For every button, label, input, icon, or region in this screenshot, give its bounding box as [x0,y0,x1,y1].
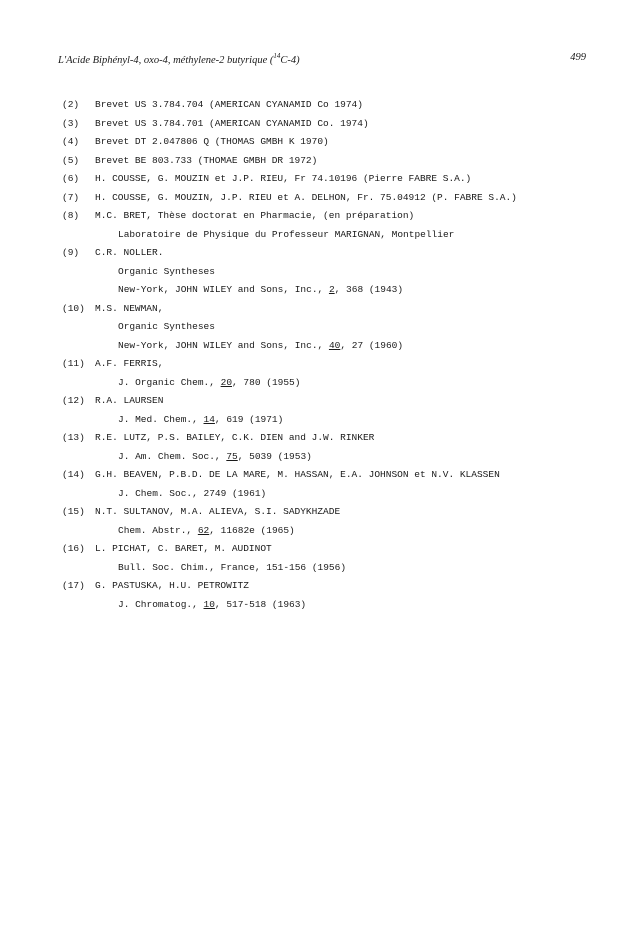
reference-text [118,596,306,615]
reference-text [95,300,163,319]
reference-segment: N.T. SULTANOV, M.A. ALIEVA, S.I. SADYKHZADE [95,506,341,517]
reference-line [62,300,602,319]
reference-text [95,96,363,115]
reference-segment: Brevet DT 2.047806 Q (THOMAS GMBH K 1970) [95,136,329,147]
volume-number: 10 [203,598,215,610]
isotope-superscript: 14 [273,52,281,60]
reference-number: (3) [62,117,80,129]
reference-text [118,448,312,467]
reference-number: (7) [62,191,80,203]
reference-segment: A.F. FERRIS, [95,358,164,369]
reference-segment: J. Chromatog., [118,598,204,610]
reference-segment: Brevet US 3.784.701 (AMERICAN CYANAMID Co. 1974) [95,117,369,129]
reference-segment: , 619 (1971) [214,413,284,425]
reference-number: (9) [62,247,80,258]
reference-segment: J. Med. Chem., [118,413,204,425]
reference-line [62,577,602,596]
reference-line [62,318,602,337]
reference-text [118,485,266,504]
reference-segment: H. COUSSE, G. MOUZIN, J.P. RIEU et A. DELHON, Fr. 75.04912 (P. FABRE S.A.) [95,191,517,203]
reference-text [95,152,317,171]
running-header [58,48,586,68]
reference-line [62,374,602,393]
reference-number: (5) [62,154,80,166]
reference-text [95,355,163,374]
reference-text [95,429,374,448]
reference-line [62,596,602,615]
running-title-text: L'Acide Biphényl-4, oxo-4, méthylene-2 butyrique ( [58,55,274,66]
reference-number: (16) [62,543,85,554]
reference-number: (6) [62,173,80,184]
reference-line [62,448,602,467]
reference-number: (12) [62,395,85,406]
reference-text [95,170,471,189]
volume-number: 62 [197,524,210,536]
reference-text [118,559,346,578]
reference-line [62,115,602,134]
reference-text [95,115,369,134]
reference-segment: , 27 (1960) [340,339,404,351]
reference-line [62,281,602,300]
reference-segment: R.A. LAURSEN [95,395,164,406]
reference-list [62,96,602,614]
reference-number: (2) [62,99,80,110]
reference-segment: New-York, JOHN WILEY and Sons, Inc., [118,339,329,351]
reference-segment: Bull. Soc. Chim., France, 151-156 (1956) [118,561,347,573]
reference-text [95,577,249,596]
reference-number: (11) [62,358,85,369]
reference-line [62,540,602,559]
reference-line [62,429,602,448]
reference-text [118,411,283,430]
reference-segment: , 780 (1955) [232,376,301,388]
reference-line [62,152,602,171]
page-number: 499 [570,52,586,63]
volume-number: 14 [203,413,215,425]
reference-line [62,133,602,152]
reference-segment: Organic Syntheses [118,265,215,277]
reference-segment: , 5039 (1953) [237,450,312,462]
reference-segment: Organic Syntheses [118,321,215,332]
reference-text [118,337,403,356]
reference-text [118,263,215,282]
reference-line [62,170,602,189]
reference-segment: R.E. LUTZ, P.S. BAILEY, C.K. DIEN and J.W. RINKER [95,432,375,443]
reference-line [62,337,602,356]
reference-segment: Laboratoire de Physique du Professeur MARIGNAN, Montpellier [118,228,455,240]
reference-line [62,503,602,522]
reference-text [118,226,454,245]
reference-segment: J. Chem. Soc., 2749 (1961) [118,487,267,499]
reference-segment: New-York, JOHN WILEY and Sons, Inc., [118,284,329,295]
reference-line [62,559,602,578]
reference-text [95,133,329,152]
reference-number: (17) [62,580,85,591]
reference-segment: M.S. NEWMAN, [95,302,164,314]
reference-line [62,189,602,208]
reference-number: (14) [62,469,85,480]
reference-segment: Chem. Abstr., [118,524,198,536]
reference-line [62,392,602,411]
reference-segment: G. PASTUSKA, H.U. PETROWITZ [95,580,249,591]
reference-segment: C.R. NOLLER. [95,247,164,258]
reference-number: (13) [62,432,85,443]
reference-text [95,466,500,485]
reference-segment: , 368 (1943) [334,284,404,295]
volume-number: 40 [328,339,341,351]
reference-number: (4) [62,136,80,147]
reference-line [62,411,602,430]
reference-text [95,503,340,522]
reference-text [118,374,300,393]
reference-line [62,244,602,263]
reference-segment: Brevet BE 803.733 (THOMAE GMBH DR 1972) [95,154,318,166]
reference-segment: , 11682e (1965) [209,524,295,536]
reference-segment: Brevet US 3.784.704 (AMERICAN CYANAMID Co 1974) [95,99,363,110]
reference-segment: G.H. BEAVEN, P.B.D. DE LA MARE, M. HASSAN, E.A. JOHNSON et N.V. KLASSEN [95,469,500,480]
running-title-suffix: C-4) [280,55,300,66]
reference-line [62,207,602,226]
volume-number: 20 [220,376,233,388]
reference-text [95,244,163,263]
reference-text [95,189,517,208]
reference-segment: L. PICHAT, C. BARET, M. AUDINOT [95,543,272,554]
volume-number: 2 [328,284,335,295]
reference-text [118,281,403,300]
reference-text [95,392,163,411]
reference-line [62,355,602,374]
reference-text [118,318,215,337]
reference-text [118,522,295,541]
reference-line [62,485,602,504]
reference-number: (8) [62,210,80,221]
reference-segment: M.C. BRET, Thèse doctorat en Pharmacie, (en préparation) [95,210,415,221]
reference-line [62,466,602,485]
reference-line [62,522,602,541]
running-title [58,52,300,66]
reference-line [62,226,602,245]
reference-segment: H. COUSSE, G. MOUZIN et J.P. RIEU, Fr 74.10196 (Pierre FABRE S.A.) [95,173,472,184]
reference-segment: , 517-518 (1963) [214,598,307,610]
reference-segment: J. Am. Chem. Soc., [118,450,227,462]
reference-number: (15) [62,506,85,517]
reference-text [95,207,414,226]
reference-line [62,96,602,115]
reference-text [95,540,272,559]
reference-number: (10) [62,302,85,314]
reference-line [62,263,602,282]
volume-number: 75 [226,450,238,462]
reference-segment: J. Organic Chem., [118,376,221,388]
